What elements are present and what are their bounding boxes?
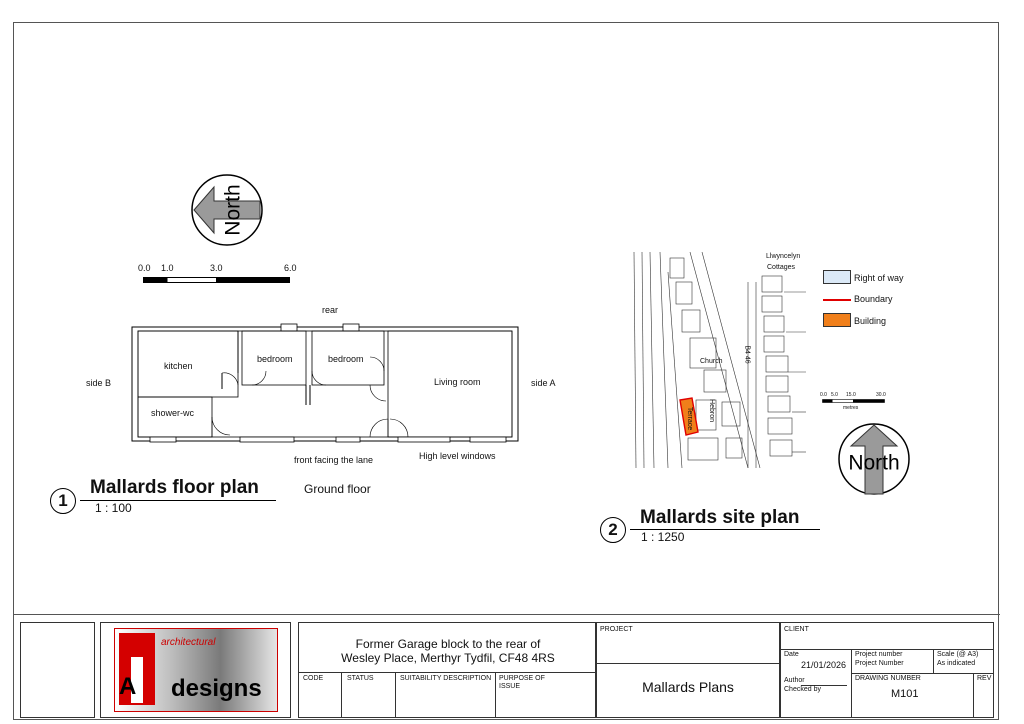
front-label: front facing the lane — [294, 455, 374, 465]
floor-plan-subtitle: Ground floor — [304, 482, 371, 496]
site-plan-number: 2 — [600, 517, 626, 543]
title-block-blank-cell — [20, 622, 95, 718]
site-scale-tick-3: 30.0 — [876, 392, 886, 398]
site-north-label: North — [848, 451, 900, 475]
site-scale-unit: metres — [843, 405, 859, 411]
status-label: STATUS — [347, 675, 374, 682]
hebron-label: Hebron — [707, 399, 715, 422]
project-cell — [596, 622, 780, 718]
divider-suitability — [495, 672, 496, 718]
bedroom-2-label: bedroom — [328, 354, 364, 364]
date-value: 21/01/2026 — [801, 660, 847, 670]
terrace-label: Terrace — [686, 406, 694, 431]
logo-letter: A — [119, 673, 137, 700]
description-line-1: Former Garage block to the rear of — [355, 637, 541, 651]
site-scale-tick-0: 0.0 — [820, 392, 827, 398]
shower-wc-label: shower-wc — [151, 408, 195, 418]
legend-swatch-building — [823, 313, 851, 327]
floor-plan-scale-bar — [143, 277, 293, 285]
divider-code — [341, 672, 342, 718]
cottages-label: Cottages — [767, 264, 796, 271]
rev-label: REV — [977, 675, 992, 682]
legend-right-of-way: Right of way — [854, 273, 904, 283]
legend-boundary: Boundary — [854, 294, 893, 304]
drawing-number-value: M101 — [891, 688, 919, 700]
code-label: CODE — [303, 675, 324, 682]
date-label: Date — [784, 651, 799, 658]
floor-plan-title: Mallards floor plan — [90, 477, 259, 498]
north-label: North — [221, 184, 245, 236]
scale-tick-0: 0.0 — [138, 263, 151, 273]
logo — [114, 628, 278, 712]
client-divider — [781, 649, 993, 650]
legend-swatch-right-of-way — [823, 270, 851, 284]
scale-tick-3: 6.0 — [284, 263, 297, 273]
site-plan-north-arrow — [837, 422, 911, 496]
rear-label: rear — [322, 305, 339, 315]
description-divider — [299, 672, 595, 673]
floor-plan-number: 1 — [50, 488, 76, 514]
client-label: CLIENT — [784, 626, 809, 633]
scale-tick-2: 3.0 — [210, 263, 223, 273]
divider-date — [851, 649, 852, 717]
site-plan-scale: 1 : 1250 — [641, 530, 685, 544]
author-label: Author — [784, 677, 805, 684]
road-label: B4 46 — [743, 345, 751, 364]
scale-tick-1: 1.0 — [161, 263, 174, 273]
site-scale-bar — [822, 399, 886, 404]
purpose-label: PURPOSE OF ISSUE — [499, 675, 545, 690]
bedroom-1-label: bedroom — [257, 354, 293, 364]
divider-rev — [973, 673, 974, 717]
drawing-divider — [851, 673, 993, 674]
logo-small-text: architectural — [161, 637, 216, 648]
site-plan-title: Mallards site plan — [640, 507, 800, 528]
divider-status — [395, 672, 396, 718]
client-cell — [780, 622, 994, 718]
suitability-label: SUITABILITY DESCRIPTION — [400, 675, 492, 682]
floor-plan-north-arrow — [190, 173, 264, 247]
site-scale-tick-1: 5.0 — [831, 392, 838, 398]
description-line-2: Wesley Place, Merthyr Tydfil, CF48 4RS — [341, 651, 555, 665]
side-a-label: side A — [531, 378, 556, 388]
site-scale-tick-2: 15.0 — [846, 392, 856, 398]
living-room-label: Living room — [434, 377, 481, 387]
side-b-label: side B — [86, 378, 112, 388]
llwyncelyn-label: Llwyncelyn — [766, 253, 801, 260]
kitchen-label: kitchen — [164, 361, 193, 371]
project-number-value: Project Number — [855, 660, 904, 667]
project-number-label: Project number — [855, 651, 903, 658]
church-label: Church — [700, 358, 723, 365]
checked-label: Checked by — [784, 686, 821, 693]
drawing-sheet — [13, 22, 999, 720]
high-windows-label: High level windows — [419, 451, 496, 461]
project-value: Mallards Plans — [642, 679, 734, 695]
divider-scale — [933, 649, 934, 673]
floor-plan-scale: 1 : 100 — [95, 501, 132, 515]
legend-swatch-boundary — [823, 299, 851, 301]
title-block — [14, 614, 1000, 722]
project-divider — [597, 663, 779, 664]
description-cell — [298, 622, 596, 718]
scale-value: As indicated — [937, 660, 976, 667]
drawing-number-label: DRAWING NUMBER — [855, 675, 921, 682]
logo-big-text: designs — [171, 675, 262, 702]
project-label: PROJECT — [600, 626, 633, 633]
logo-cell — [100, 622, 291, 718]
scale-label: Scale (@ A3) — [937, 651, 979, 658]
legend-building: Building — [854, 316, 887, 326]
